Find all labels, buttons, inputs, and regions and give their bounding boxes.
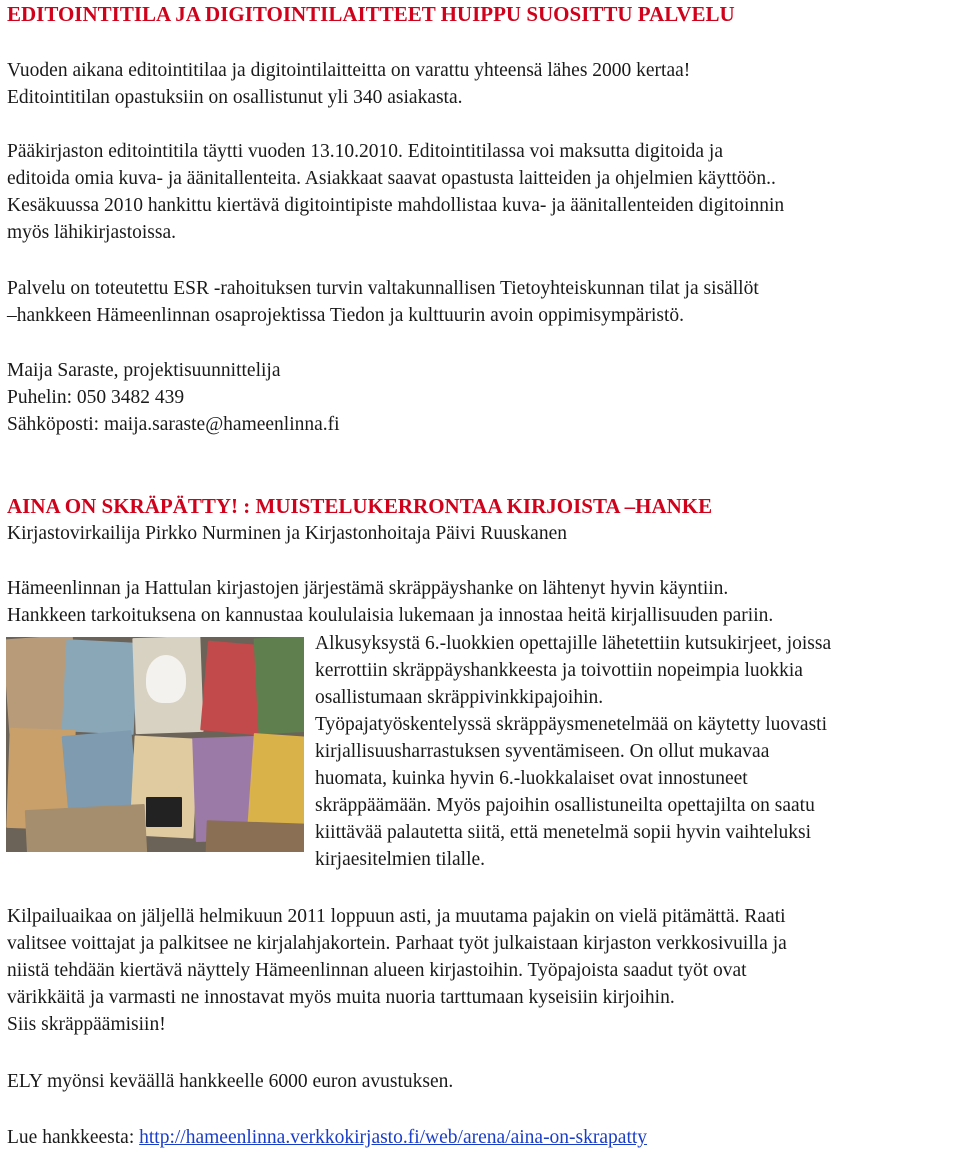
paragraph-funding-ely [7,1068,957,1095]
text-line: Kesäkuussa 2010 hankittu kiertävä digitointipiste mahdollistaa kuva- ja äänitallenteiden digitoinnin [7,195,785,216]
read-more-line [7,1124,957,1151]
photo-card [146,655,186,703]
text-line: Vuoden aikana editointitilaa ja digitointilaitteitta on varattu yhteensä lähes 2000 kertaa! [7,60,691,81]
text-line: –hankkeen Hämeenlinnan osaprojektissa Tiedon ja kulttuurin avoin oppimisympäristö. [7,305,684,326]
text-line: skräppäämään. Myös pajoihin osallistuneilta opettajilta on saatu [315,795,815,816]
authors-line [7,520,957,547]
text-line: osallistumaan skräppivinkkipajoihin. [315,687,604,708]
text-line: myös lähikirjastoissa. [7,222,176,243]
paragraph-workshops [315,630,955,873]
contact-info [7,357,957,438]
paragraph-editing-room [7,138,957,246]
text-line: niistä tehdään kiertävä näyttely Hämeenlinnan alueen kirjastoihin. Työpajoista saadut työt ovat [7,960,747,981]
photo-card [146,797,182,827]
text-line: Hankkeen tarkoituksena on kannustaa koululaisia lukemaan ja innostaa heitä kirjallisuuden pariin. [7,605,774,626]
photo-card [254,637,304,734]
contact-name: Maija Saraste, projektisuunnittelija [7,360,281,381]
text-line: Pääkirjaston editointitila täytti vuoden 13.10.2010. Editointitilassa voi maksutta digitoida ja [7,141,723,162]
text-line: Kilpailuaikaa on jäljellä helmikuun 2011 loppuun asti, ja muutama pajakin on vielä pitämättä. Raati [7,906,786,927]
text-line: Hämeenlinnan ja Hattulan kirjastojen järjestämä skräppäyshanke on lähtenyt hyvin käyntiin. [7,578,729,599]
project-link[interactable]: http://hameenlinna.verkkokirjasto.fi/web/arena/aina-on-skrapatty [139,1127,648,1148]
text-line: Editointitilan opastuksiin on osallistunut yli 340 asiakasta. [7,87,463,108]
photo-card [205,820,304,852]
text-line: Siis skräppäämisiin! [7,1014,166,1035]
read-more-label: Lue hankkeesta: [7,1127,140,1148]
authors: Kirjastovirkailija Pirkko Nurminen ja Kirjastonhoitaja Päivi Ruuskanen [7,523,567,544]
text-line: kirjaesitelmien tilalle. [315,849,486,870]
paragraph-usage-stats [7,57,957,111]
text-line: kiittävää palautetta siitä, että menetelmä sopii hyvin vaihteluksi [315,822,812,843]
paragraph-contest [7,903,957,1038]
text-line: valitsee voittajat ja palkitsee ne kirjalahjakortein. Parhaat työt julkaistaan kirjaston verkkosivuilla ja [7,933,787,954]
text-line: Palvelu on toteutettu ESR -rahoituksen turvin valtakunnallisen Tietoyhteiskunnan tilat ja sisällöt [7,278,759,299]
text-line: kerrottiin skräppäyshankkeesta ja toivottiin nopeimpia luokkia [315,660,803,681]
section-title-scrapbook-project: AINA ON SKRÄPÄTTY! : MUISTELUKERRONTAA KIRJOISTA –HANKE [7,494,713,518]
text-line: Alkusyksystä 6.-luokkien opettajille lähetettiin kutsukirjeet, joissa [315,633,832,654]
text-line: kirjallisuusharrastuksen syventämiseen. On ollut mukavaa [315,741,770,762]
section-title-editing-room: EDITOINTITILA JA DIGITOINTILAITTEET HUIPPU SUOSITTU PALVELU [7,2,735,26]
text-line: huomata, kuinka hyvin 6.-luokkalaiset ovat innostuneet [315,768,748,789]
scrapbook-photo [6,637,304,852]
text-line: Työpajatyöskentelyssä skräppäysmenetelmää on käytetty luovasti [315,714,827,735]
photo-card [25,804,147,852]
funding-text: ELY myönsi keväällä hankkeelle 6000 euron avustuksen. [7,1071,454,1092]
paragraph-project-intro [7,575,957,629]
contact-email: Sähköposti: maija.saraste@hameenlinna.fi [7,414,340,435]
contact-phone: Puhelin: 050 3482 439 [7,387,185,408]
photo-card [62,639,139,735]
text-line: värikkäitä ja varmasti ne innostavat myös muita nuoria tarttumaan kyseisiin kirjoihin. [7,987,675,1008]
text-line: editoida omia kuva- ja äänitallenteita. Asiakkaat saavat opastusta laitteiden ja ohjelmien käyttöön.. [7,168,776,189]
paragraph-funding-esr [7,275,957,329]
